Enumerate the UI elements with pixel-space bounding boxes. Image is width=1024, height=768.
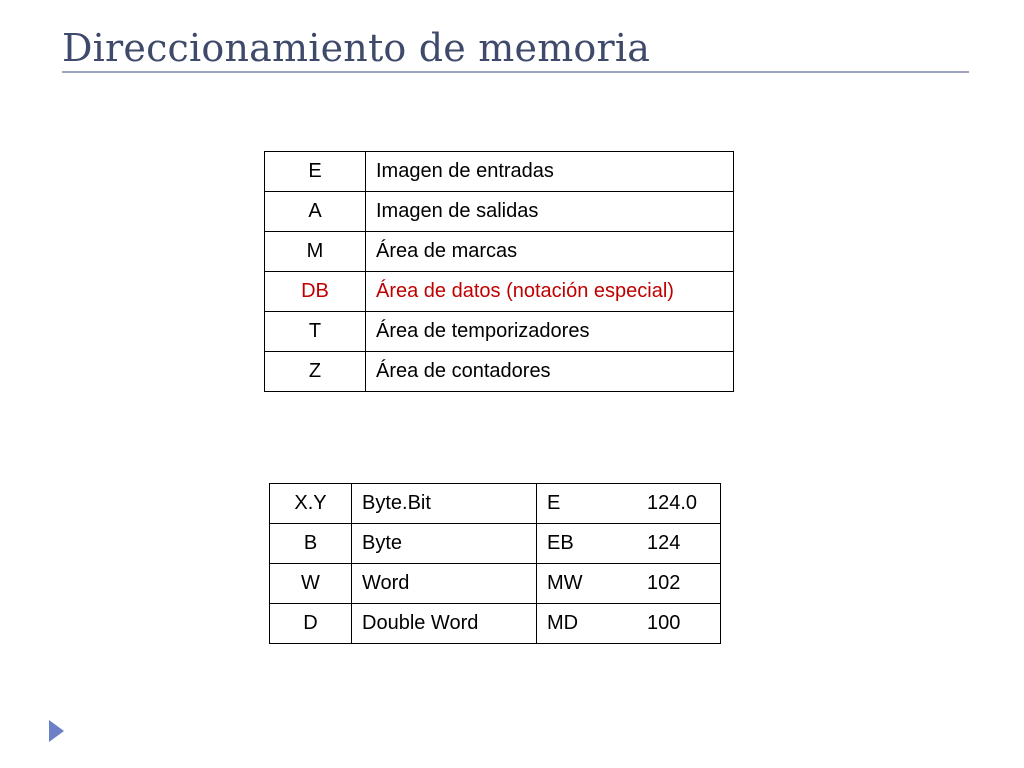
example-cell: [537, 564, 721, 604]
table-row: [270, 524, 721, 564]
area-description-cell: Área de temporizadores: [366, 312, 734, 352]
area-description-cell: Área de datos (notación especial): [366, 272, 734, 312]
slide-title: Direccionamiento de memoria: [62, 26, 651, 70]
size-code-cell: X.Y: [270, 484, 352, 524]
table-row: [270, 564, 721, 604]
size-name-cell: Word: [352, 564, 537, 604]
table-row: [265, 352, 734, 392]
area-description-cell: Imagen de salidas: [366, 192, 734, 232]
example-address: 124.0: [647, 492, 698, 514]
title-underline: [62, 71, 969, 73]
table-row: [265, 312, 734, 352]
example-address: 100: [647, 612, 681, 634]
size-code-cell: B: [270, 524, 352, 564]
area-code-cell: Z: [265, 352, 366, 392]
size-name-cell: Byte: [352, 524, 537, 564]
area-description-cell: Área de marcas: [366, 232, 734, 272]
area-code-cell: M: [265, 232, 366, 272]
size-name-cell: Byte.Bit: [352, 484, 537, 524]
example-cell: [537, 524, 721, 564]
example-operand: MD: [547, 612, 579, 634]
example-operand: E: [547, 492, 561, 514]
example-address: 124: [647, 532, 681, 554]
table-row-highlighted: [265, 272, 734, 312]
area-code-cell: T: [265, 312, 366, 352]
area-code-cell: E: [265, 152, 366, 192]
data-sizes-table: [269, 483, 721, 644]
table-row: [265, 232, 734, 272]
example-cell: [537, 604, 721, 644]
table-row: [270, 604, 721, 644]
example-cell: [537, 484, 721, 524]
area-code-cell: DB: [265, 272, 366, 312]
size-code-cell: D: [270, 604, 352, 644]
size-name-cell: Double Word: [352, 604, 537, 644]
table-row: [270, 484, 721, 524]
table-row: [265, 192, 734, 232]
area-code-cell: A: [265, 192, 366, 232]
size-code-cell: W: [270, 564, 352, 604]
example-operand: EB: [547, 532, 574, 554]
area-description-cell: Imagen de entradas: [366, 152, 734, 192]
example-operand: MW: [547, 572, 583, 594]
area-description-cell: Área de contadores: [366, 352, 734, 392]
triangle-right-icon[interactable]: [49, 720, 64, 742]
table-row: [265, 152, 734, 192]
example-address: 102: [647, 572, 681, 594]
memory-areas-table: [264, 151, 734, 392]
